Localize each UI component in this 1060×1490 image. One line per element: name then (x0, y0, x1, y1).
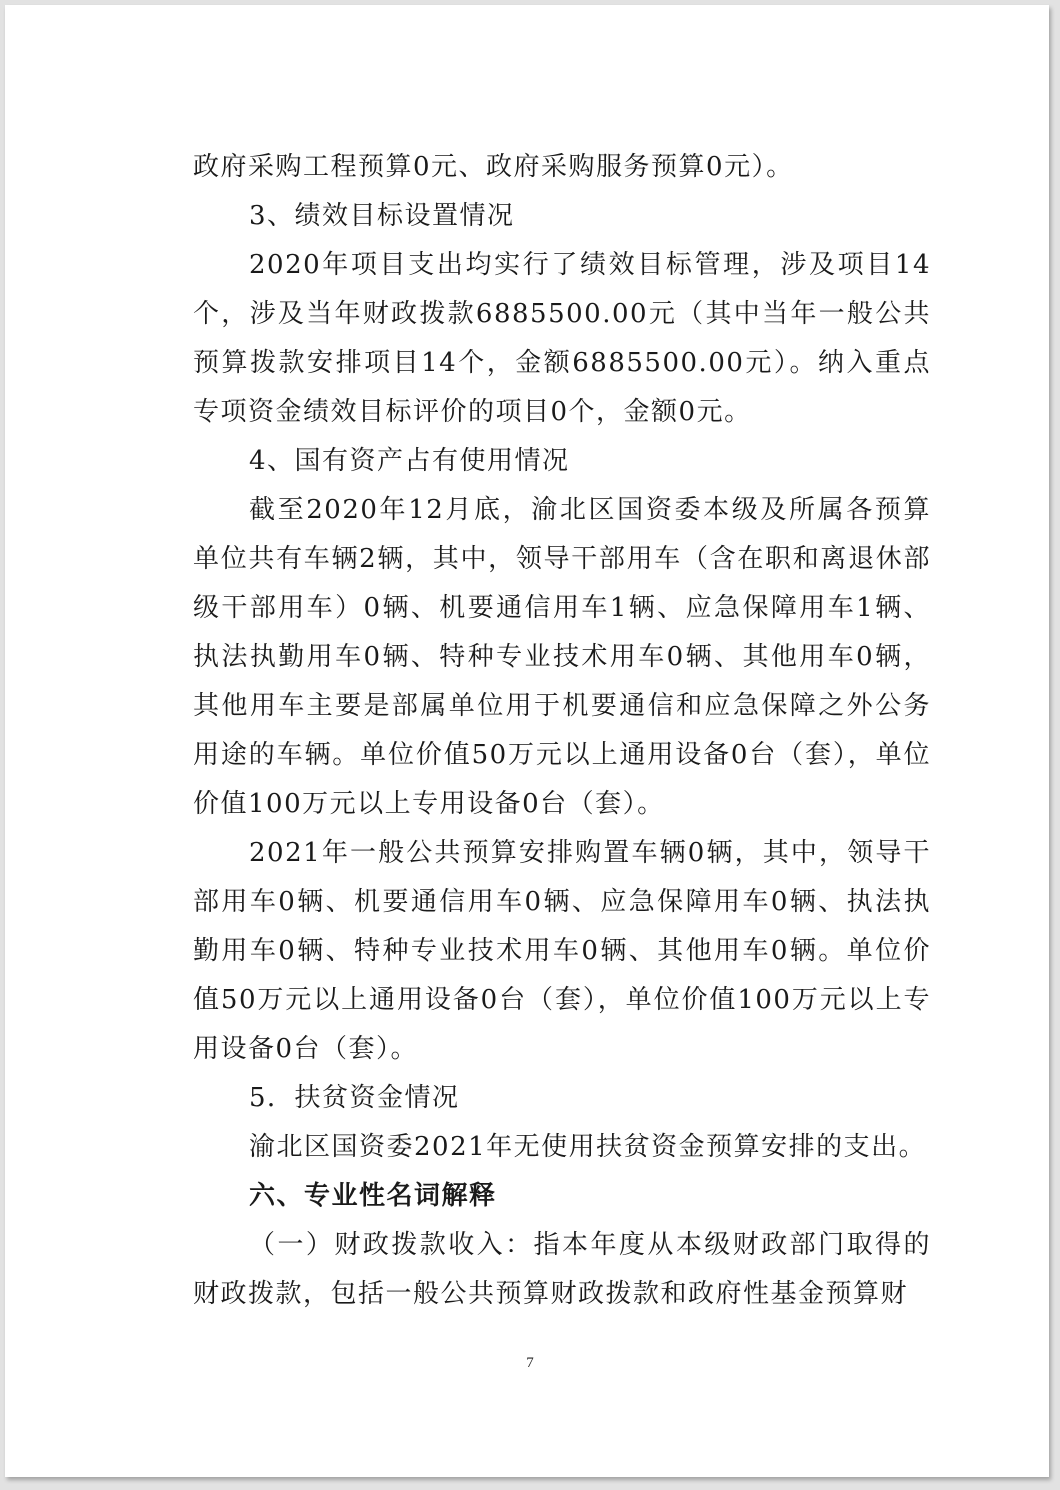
paragraph-continuation: 政府采购工程预算0元、政府采购服务预算0元）。 (193, 152, 794, 182)
body-text (193, 143, 931, 1319)
heading-state-assets: 4、国有资产占有使用情况 (249, 446, 570, 476)
heading-terminology: 六、专业性名词解释 (249, 1181, 497, 1211)
paragraph-vehicles-2020: 截至2020年12月底，渝北区国资委本级及所属各预算单位共有车辆2辆，其中，领导干部用车（含在职和离退休部级干部用车）0辆、机要通信用车1辆、应急保障用车1辆、执法执勤用车0辆、特种专业技术用车0辆、其他用车0辆，其他用车主要是部属单位用于机要通信和应急保障之外公务用途的车辆。单位价值50万元以上通用设备0台（套），单位价值100万元以上专用设备0台（套）。 (193, 495, 931, 819)
heading-poverty-funds: 5．扶贫资金情况 (249, 1083, 460, 1113)
heading-performance-goals: 3、绩效目标设置情况 (249, 201, 515, 231)
paragraph-terminology-1: （一）财政拨款收入：指本年度从本级财政部门取得的财政拨款，包括一般公共预算财政拨款和政府性基金预算财 (193, 1230, 931, 1309)
paragraph-poverty-funds: 渝北区国资委2021年无使用扶贫资金预算安排的支出。 (249, 1132, 927, 1162)
paragraph-performance-goals: 2020年项目支出均实行了绩效目标管理，涉及项目14个，涉及当年财政拨款6885500.00元（其中当年一般公共预算拨款安排项目14个，金额6885500.00元）。纳入重点专项资金绩效目标评价的项目0个，金额0元。 (193, 250, 931, 427)
page-number: 7 (526, 1355, 534, 1371)
paragraph-vehicles-2021: 2021年一般公共预算安排购置车辆0辆，其中，领导干部用车0辆、机要通信用车0辆、应急保障用车0辆、执法执勤用车0辆、特种专业技术用车0辆、其他用车0辆。单位价值50万元以上通用设备0台（套），单位价值100万元以上专用设备0台（套）。 (193, 838, 931, 1064)
document-page (5, 5, 1049, 1477)
